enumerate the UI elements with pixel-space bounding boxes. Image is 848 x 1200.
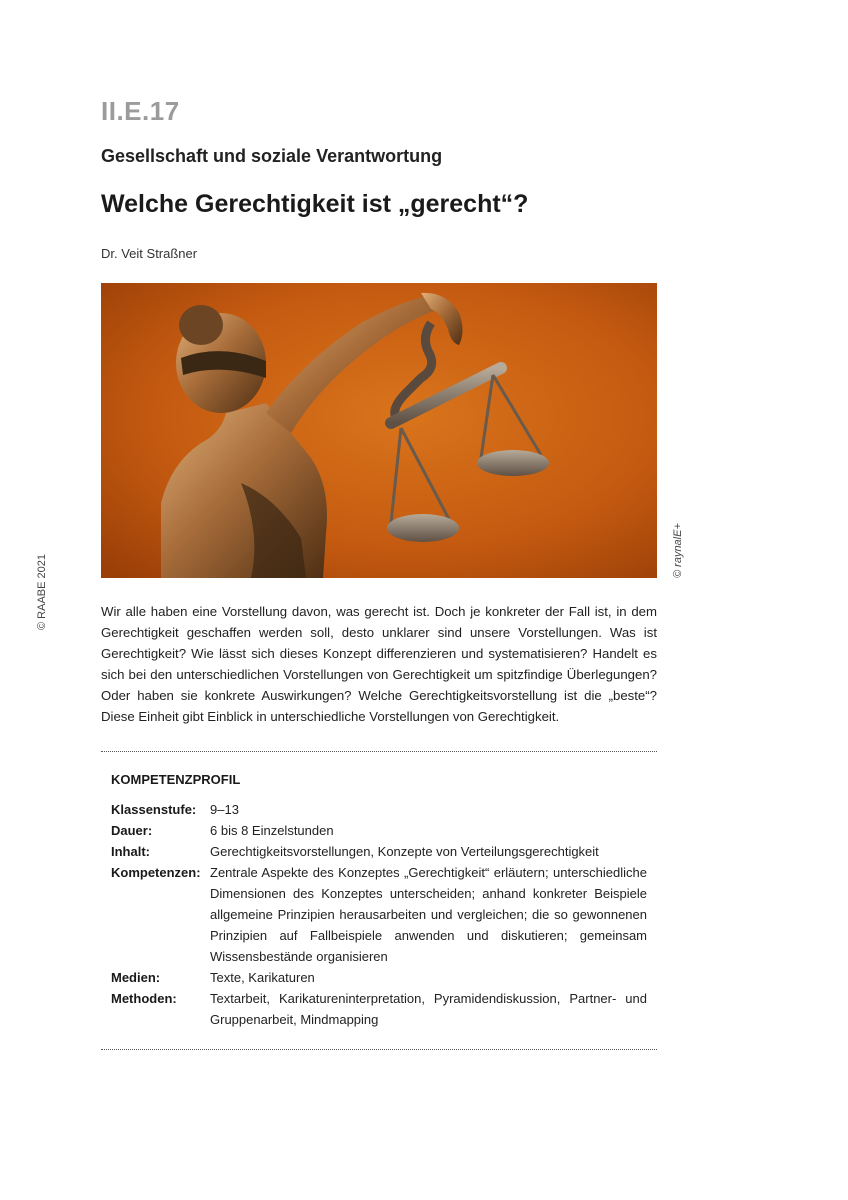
row-label: Kompetenzen: xyxy=(111,865,201,880)
row-value: 6 bis 8 Einzelstunden xyxy=(210,823,334,838)
justitia-photo xyxy=(101,283,657,578)
unit-code: II.E.17 xyxy=(101,96,180,126)
divider-top xyxy=(101,751,657,752)
kompetenzprofil-table xyxy=(111,799,647,1030)
left-scale-pan xyxy=(387,514,459,542)
right-scale-pan xyxy=(477,450,549,476)
row-value: Textarbeit, Karikatureninterpretation, Pyramidendiskussion, Partner- und Gruppenarbeit, Mindmapping xyxy=(210,991,647,1027)
table-row xyxy=(111,841,647,862)
table-row xyxy=(111,820,647,841)
justitia-illustration xyxy=(101,283,657,578)
page-title: Welche Gerechtigkeit ist „gerecht“? xyxy=(101,190,529,218)
kompetenzprofil-heading: KOMPETENZPROFIL xyxy=(111,772,241,787)
row-label: Dauer: xyxy=(111,823,153,838)
row-value: Zentrale Aspekte des Konzeptes „Gerechtigkeit“ erläutern; unterschiedliche Dimensionen des Konzeptes unterscheiden; anhand konkreter Beispiele allgemeine Prinzipien herausarbeiten und vergleichen; die so gewonnenen Prinzipien auf Fallbeispiele anwenden und diskutieren; gemeinsam Wissensbestände organisieren xyxy=(210,865,647,964)
table-row xyxy=(111,862,647,967)
table-row xyxy=(111,967,647,988)
series-subtitle: Gesellschaft und soziale Verantwortung xyxy=(101,146,443,166)
author-name: Dr. Veit Straßner xyxy=(101,246,198,261)
row-label: Medien: xyxy=(111,970,161,985)
row-label: Inhalt: xyxy=(111,844,150,859)
intro-paragraph: Wir alle haben eine Vorstellung davon, was gerecht ist. Doch je konkreter der Fall ist, in dem Gerechtigkeit geschaffen werden soll, desto unklarer sind unsere Vorstellungen. Was ist Gerechtigkeit? Wie lässt sich dieses Konzept differenzieren und systematisieren? Handelt es sich bei den unterschiedlichen Vorstellungen von Gerechtigkeit um spitzfindige Überlegungen? Oder haben sie konkrete Auswirkungen? Welche Gerechtigkeitsvorstellung ist die „beste“? Diese Einheit gibt Einblick in unterschiedliche Vorstellungen von Gerechtigkeit. xyxy=(101,604,657,724)
table-row xyxy=(111,988,647,1030)
table-row xyxy=(111,799,647,820)
row-value: Gerechtigkeitsvorstellungen, Konzepte von Verteilungsgerechtigkeit xyxy=(210,844,599,859)
statue-hair-bun xyxy=(179,305,223,345)
row-value: 9–13 xyxy=(210,802,239,817)
row-label: Klassenstufe: xyxy=(111,802,197,817)
row-value: Texte, Karikaturen xyxy=(210,970,315,985)
copyright-note: © RAABE 2021 xyxy=(36,554,48,630)
divider-bottom xyxy=(101,1049,657,1050)
row-label: Methoden: xyxy=(111,991,177,1006)
image-credit: © raynalE+ xyxy=(672,523,684,578)
